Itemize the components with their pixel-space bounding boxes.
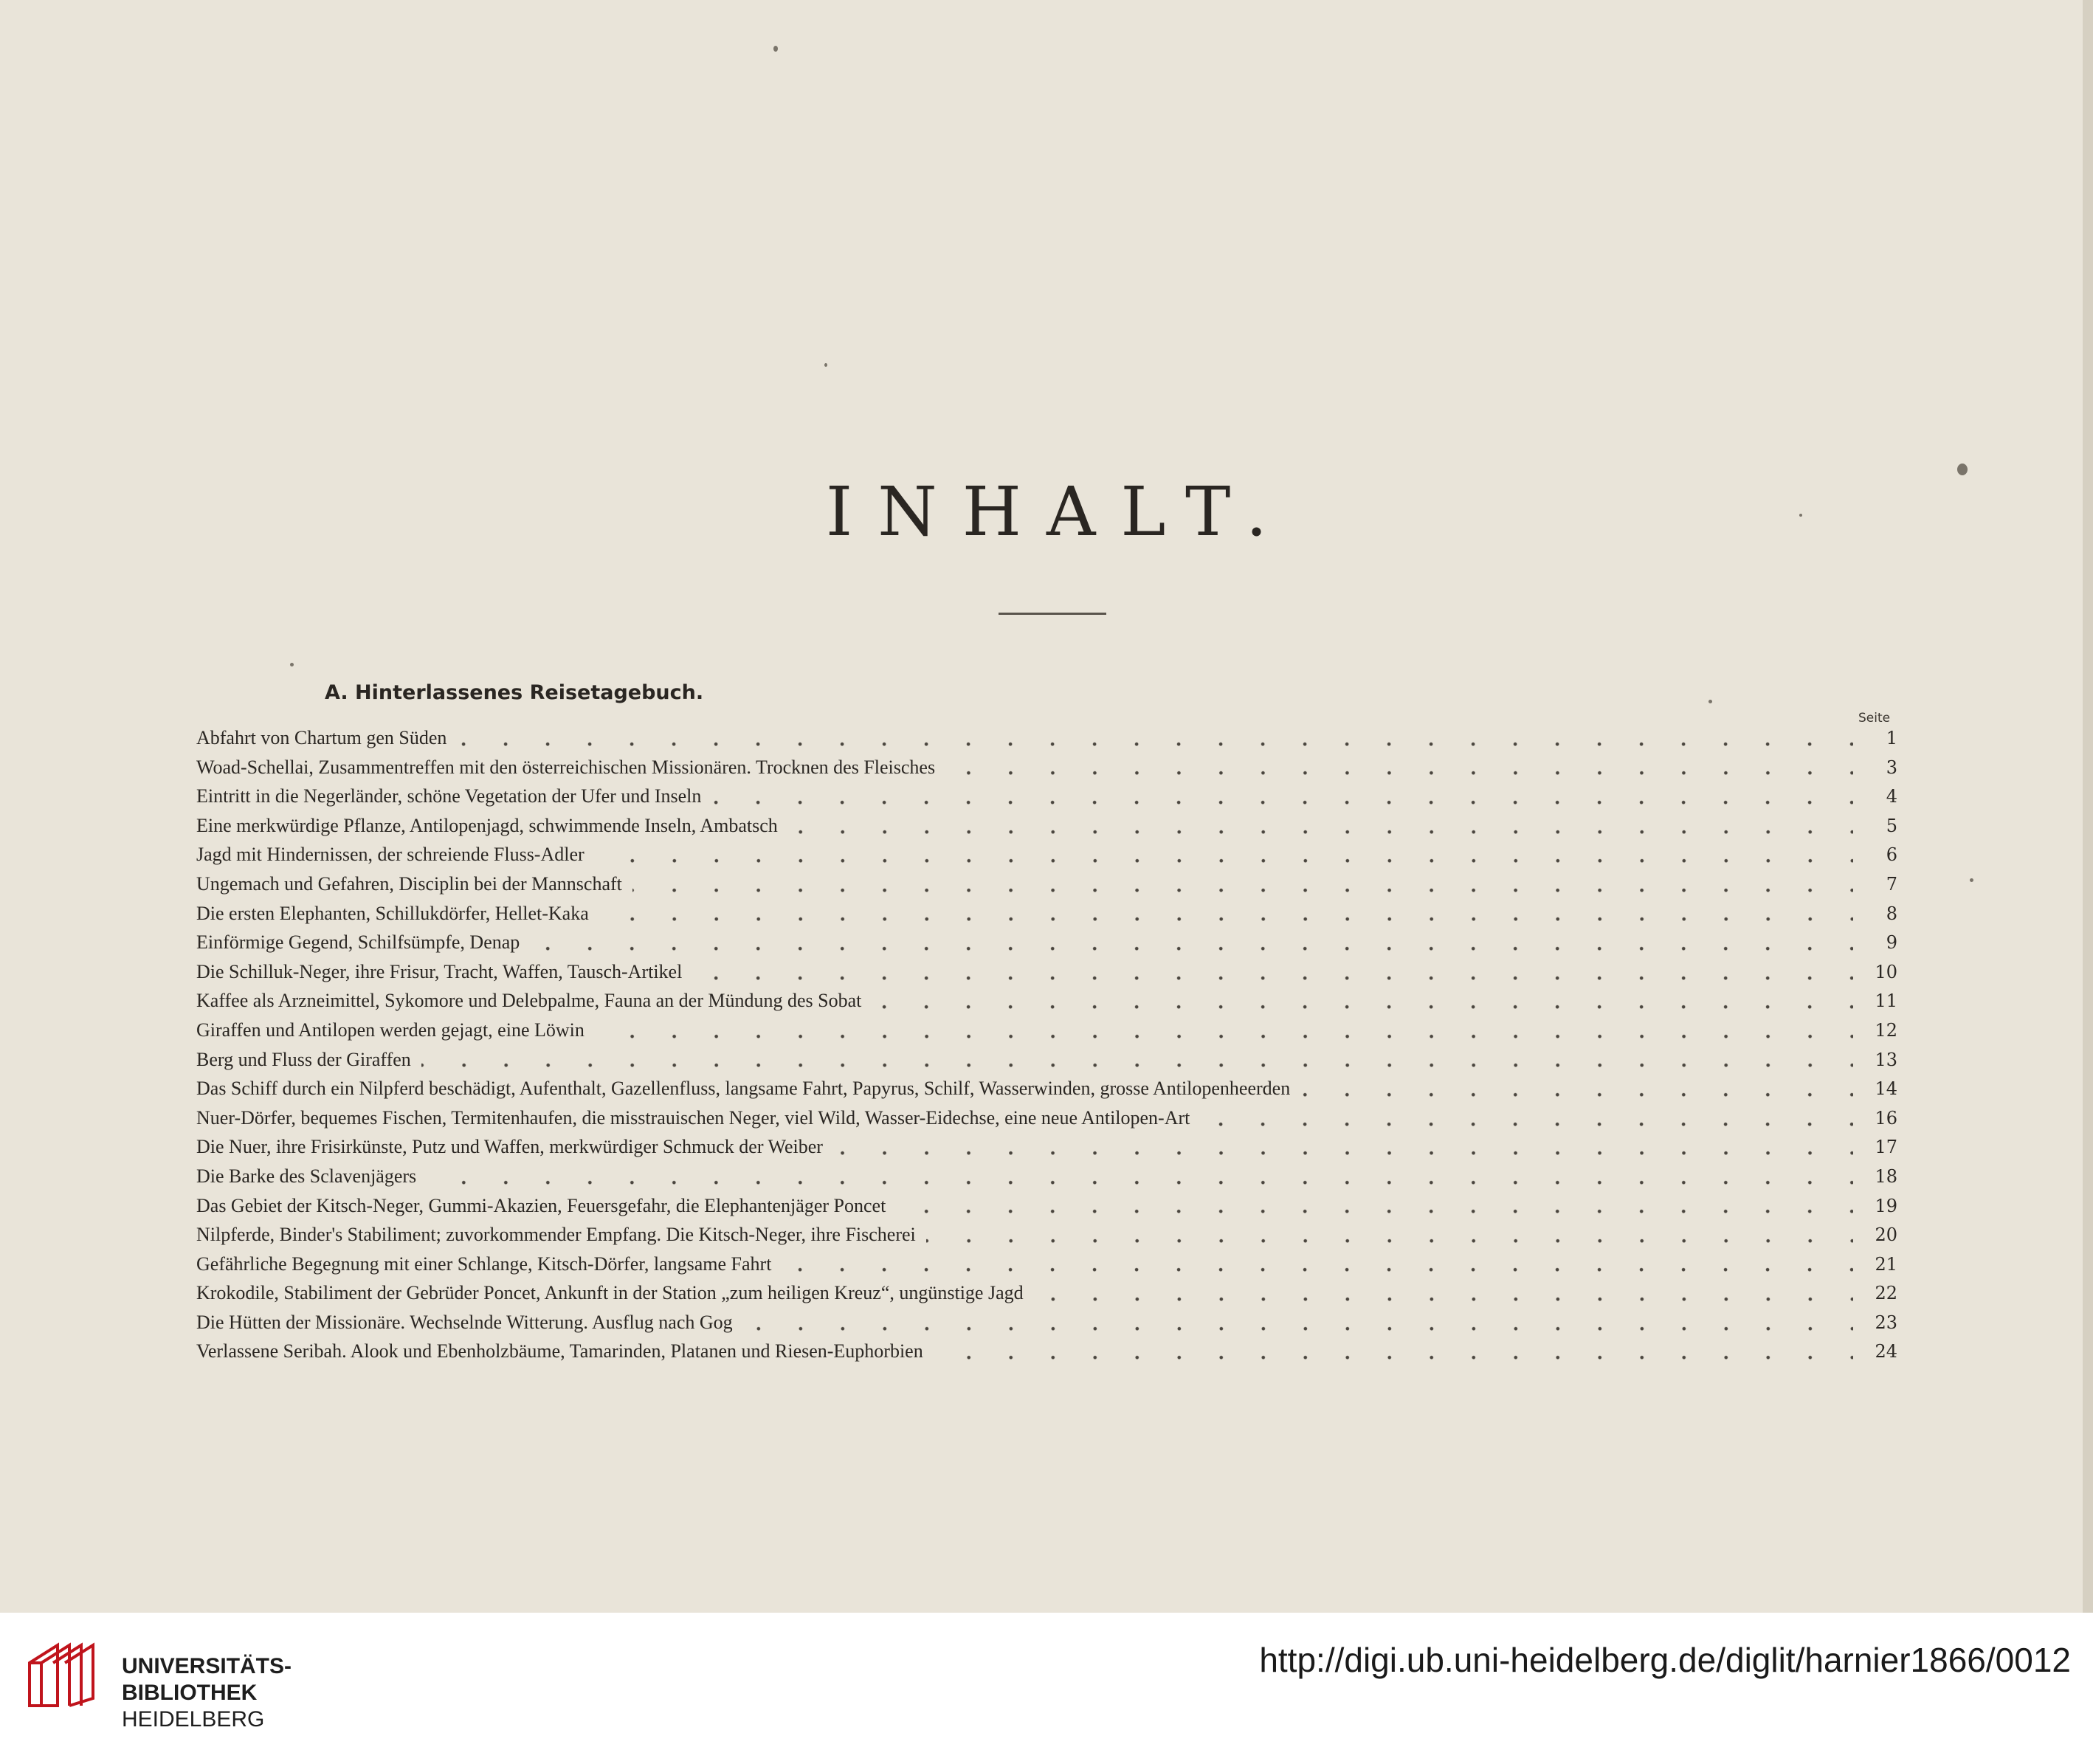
toc-entry-page: 13 <box>1875 1049 1897 1070</box>
toc-entry-page: 1 <box>1886 728 1897 748</box>
dot-leader <box>632 877 1853 899</box>
toc-entry-text: Giraffen und Antilopen werden gejagt, eine Löwin <box>196 1019 585 1041</box>
section-heading: A. Hinterlassenes Reisetagebuch. <box>325 681 704 704</box>
footer-bar <box>0 1613 2093 1764</box>
page-column-label: Seite <box>1858 711 1891 726</box>
toc-entry <box>196 727 1897 757</box>
toc-entry-page: 16 <box>1875 1107 1897 1129</box>
toc-entry-text: Nuer-Dörfer, bequemes Fischen, Termitenhaufen, die misstrauischen Neger, viel Wild, Wasser-Eidechse, eine neue Antilopen-Art <box>196 1106 1190 1129</box>
toc-entry <box>196 1253 1897 1283</box>
toc-entry-page: 20 <box>1875 1224 1897 1246</box>
dot-leader <box>945 759 1853 782</box>
dot-leader <box>782 1256 1853 1278</box>
page-title: INHALT. <box>825 472 1293 551</box>
toc-entry-text: Gefährliche Begegnung mit einer Schlange, Kitsch-Dörfer, langsame Fahrt <box>196 1253 772 1275</box>
toc-entry <box>196 1312 1897 1341</box>
dot-leader <box>896 1198 1853 1220</box>
dot-leader <box>1034 1286 1853 1308</box>
toc-entry-page: 14 <box>1875 1078 1897 1100</box>
toc-entry-page: 22 <box>1875 1283 1897 1304</box>
toc-entry <box>196 1165 1897 1195</box>
toc-entry-text: Nilpferde, Binder's Stabiliment; zuvorkommender Empfang. Die Kitsch-Neger, ihre Fischerei <box>196 1224 916 1246</box>
paper-speck <box>824 363 827 367</box>
dot-leader <box>872 993 1853 1016</box>
library-name-line: BIBLIOTHEK <box>122 1681 258 1705</box>
toc-entry-page: 12 <box>1875 1019 1897 1041</box>
toc-entry-page: 3 <box>1886 757 1897 778</box>
dot-leader <box>599 906 1853 928</box>
toc-entry <box>196 903 1897 932</box>
toc-entry-text: Verlassene Seribah. Alook und Ebenholzbäume, Tamarinden, Platanen und Riesen-Euphorbien <box>196 1340 923 1362</box>
toc-entry <box>196 873 1897 903</box>
toc-entry <box>196 1019 1897 1049</box>
toc-entry-text: Die Hütten der Missionäre. Wechselnde Witterung. Ausflug nach Gog <box>196 1311 733 1333</box>
library-book-stack-icon <box>22 1635 103 1716</box>
toc-entry-page: 23 <box>1875 1312 1897 1333</box>
toc-entry-page: 9 <box>1886 932 1897 954</box>
dot-leader <box>427 1169 1853 1191</box>
toc-entry-text: Das Schiff durch ein Nilpferd beschädigt, Aufenthalt, Gazellenfluss, langsame Fahrt, Papyrus, Schilf, Wasserwinden, grosse Antilopenheerden <box>196 1078 1291 1100</box>
dot-leader <box>833 1140 1853 1162</box>
toc-entry <box>196 1195 1897 1224</box>
toc-entry-page: 24 <box>1875 1341 1897 1362</box>
toc-entry-page: 21 <box>1875 1253 1897 1275</box>
toc-entry-text: Ungemach und Gefahren, Disciplin bei der Mannschaft <box>196 872 622 895</box>
toc-entry-text: Eintritt in die Negerländer, schöne Vegetation der Ufer und Inseln <box>196 785 702 807</box>
paper-speck <box>1970 878 1973 882</box>
toc-entry-page: 4 <box>1886 786 1897 807</box>
source-url[interactable]: http://digi.ub.uni-heidelberg.de/diglit/harnier1866/0012 <box>1259 1641 2071 1679</box>
toc-entry <box>196 1107 1897 1137</box>
toc-entry-text: Die ersten Elephanten, Schillukdörfer, Hellet-Kaka <box>196 902 589 924</box>
dot-leader <box>934 1344 1853 1366</box>
toc-entry-page: 11 <box>1875 990 1897 1012</box>
dot-leader <box>743 1315 1853 1337</box>
toc-entry-page: 17 <box>1875 1137 1897 1158</box>
dot-leader <box>926 1227 1853 1250</box>
library-name-line: HEIDELBERG <box>122 1707 265 1732</box>
toc-entry <box>196 990 1897 1019</box>
toc-entry <box>196 757 1897 786</box>
paper-speck <box>290 663 294 666</box>
toc-entry-page: 19 <box>1875 1195 1897 1216</box>
toc-entry-text: Krokodile, Stabiliment der Gebrüder Poncet, Ankunft in der Station „zum heiligen Kreuz“, ungünstige Jagd <box>196 1282 1024 1304</box>
toc-entry-text: Abfahrt von Chartum gen Süden <box>196 727 447 748</box>
toc-entry-page: 7 <box>1886 873 1897 895</box>
toc-entry <box>196 961 1897 990</box>
dot-leader <box>457 731 1853 753</box>
toc-entry-text: Die Schilluk-Neger, ihre Frisur, Tracht, Waffen, Tausch-Artikel <box>196 960 683 982</box>
dot-leader <box>711 789 1853 811</box>
toc-entry-text: Berg und Fluss der Giraffen <box>196 1048 411 1070</box>
toc-entry-page: 10 <box>1875 961 1897 982</box>
title-divider <box>999 613 1106 615</box>
toc-entry-text: Eine merkwürdige Pflanze, Antilopenjagd, schwimmende Inseln, Ambatsch <box>196 814 778 836</box>
dot-leader <box>788 819 1853 841</box>
toc-entry <box>196 931 1897 961</box>
toc-entry <box>196 1224 1897 1253</box>
toc-entry-text: Jagd mit Hindernissen, der schreiende Fluss-Adler <box>196 844 585 866</box>
toc-entry-page: 18 <box>1875 1165 1897 1187</box>
dot-leader <box>1300 1081 1853 1103</box>
toc-entry-page: 6 <box>1886 844 1897 866</box>
toc-entry <box>196 785 1897 815</box>
toc-entry <box>196 815 1897 844</box>
library-name-line: UNIVERSITÄTS- <box>122 1654 292 1678</box>
page-edge <box>2083 0 2093 1613</box>
dot-leader <box>1200 1111 1853 1133</box>
toc-entry-text: Die Barke des Sclavenjägers <box>196 1165 417 1187</box>
toc-entry-text: Einförmige Gegend, Schilfsümpfe, Denap <box>196 931 520 954</box>
paper-speck <box>1708 700 1712 703</box>
table-of-contents <box>196 727 1897 1370</box>
paper-speck <box>773 46 778 52</box>
toc-entry <box>196 1282 1897 1312</box>
dot-leader <box>595 847 1853 869</box>
toc-entry-text: Das Gebiet der Kitsch-Neger, Gummi-Akazien, Feuersgefahr, die Elephantenjäger Poncet <box>196 1194 886 1216</box>
toc-entry <box>196 1136 1897 1165</box>
toc-entry <box>196 1078 1897 1107</box>
dot-leader <box>421 1052 1853 1074</box>
toc-entry <box>196 1049 1897 1078</box>
toc-entry <box>196 1340 1897 1370</box>
toc-entry-page: 8 <box>1886 903 1897 924</box>
toc-entry-text: Die Nuer, ihre Frisirkünste, Putz und Waffen, merkwürdiger Schmuck der Weiber <box>196 1136 823 1158</box>
toc-entry <box>196 844 1897 873</box>
dot-leader <box>530 935 1853 957</box>
dot-leader <box>595 1023 1853 1045</box>
toc-entry-page: 5 <box>1886 815 1897 836</box>
library-name <box>122 1653 292 1733</box>
toc-entry-text: Woad-Schellai, Zusammentreffen mit den österreichischen Missionären. Trocknen des Fleisches <box>196 756 936 778</box>
dot-leader <box>692 965 1853 987</box>
toc-entry-text: Kaffee als Arzneimittel, Sykomore und Delebpalme, Fauna an der Mündung des Sobat <box>196 990 862 1012</box>
